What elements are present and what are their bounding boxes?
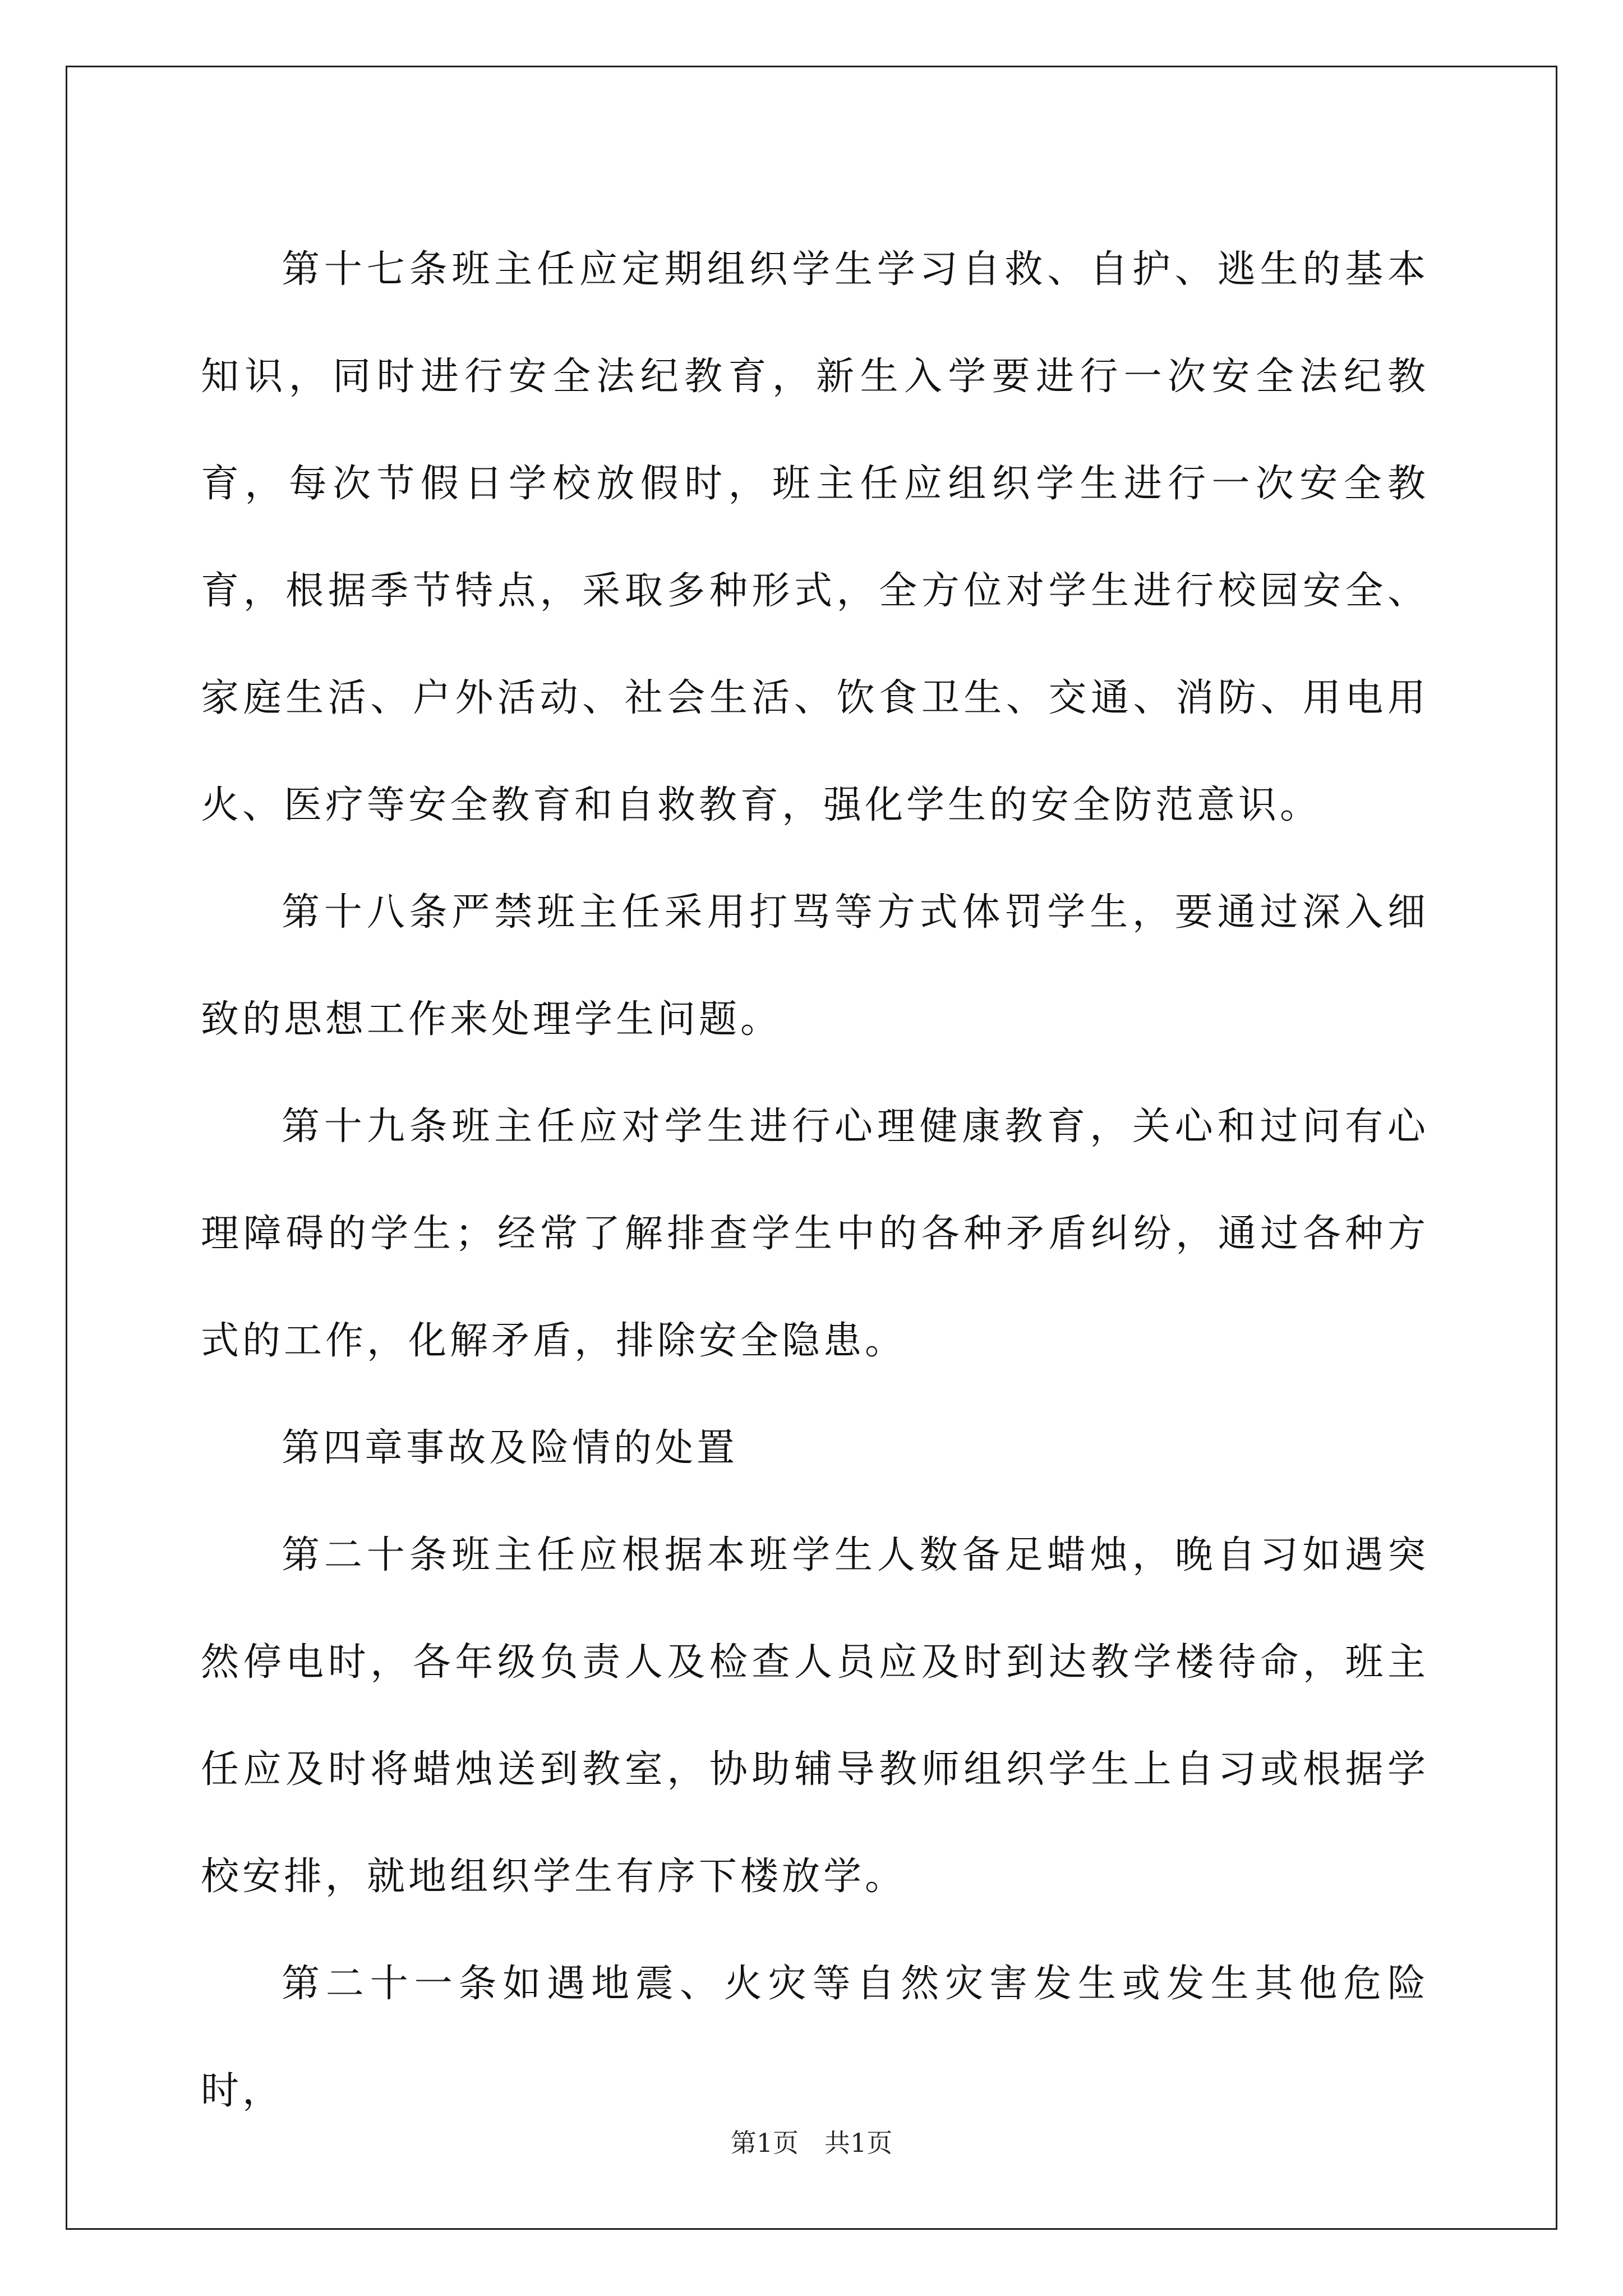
paragraph-article-19: 第十九条班主任应对学生进行心理健康教育，关心和过问有心理障碍的学生；经常了解排查学生中的各种矛盾纠纷，通过各种方式的工作，化解矛盾，排除安全隐患。 [201,1105,1429,1363]
document-body [201,216,1429,2145]
paragraph-article-17: 第十七条班主任应定期组织学生学习自救、自护、逃生的基本知识，同时进行安全法纪教育，新生入学要进行一次安全法纪教育，每次节假日学校放假时，班主任应组织学生进行一次安全教育，根据季节特点，采取多种形式，全方位对学生进行校园安全、家庭生活、户外活动、社会生活、饮食卫生、交通、消防、用电用火、医疗等安全教育和自救教育，强化学生的安全防范意识。 [201,247,1429,827]
paragraph-article-18: 第十八条严禁班主任采用打骂等方式体罚学生，要通过深入细致的思想工作来处理学生问题。 [201,890,1429,1042]
chapter-heading: 第四章事故及险情的处置 [282,1426,739,1470]
page-footer: 第1页 共1页 [730,2128,893,2158]
paragraph-article-21: 第二十一条如遇地震、火灾等自然灾害发生或发生其他危险时， [201,1962,1429,2113]
paragraph-article-20: 第二十条班主任应根据本班学生人数备足蜡烛，晚自习如遇突然停电时，各年级负责人及检查人员应及时到达教学楼待命，班主任应及时将蜡烛送到教室，协助辅导教师组织学生上自习或根据学校安排，就地组织学生有序下楼放学。 [201,1533,1429,1899]
